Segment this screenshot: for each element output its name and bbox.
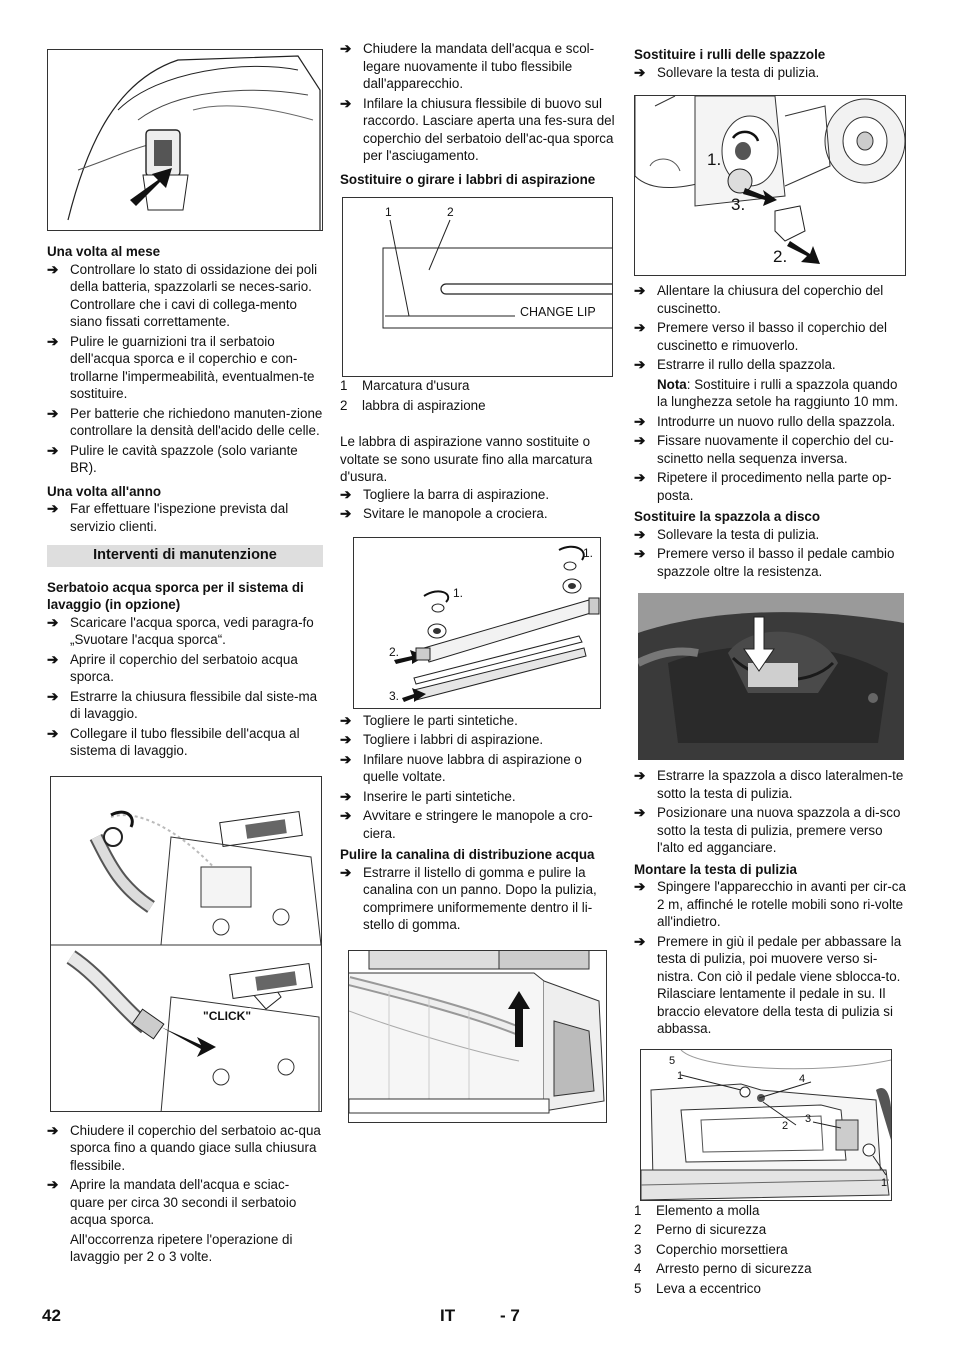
arrow-icon: ➔	[634, 526, 646, 542]
list-item: ➔ Allentare la chiusura del coperchio del cuscinetto.	[634, 283, 884, 316]
after-steps	[47, 1122, 323, 1229]
roller-steps-2	[634, 282, 908, 374]
figure-water-channel	[348, 950, 607, 1123]
list-item: ➔ Chiudere la mandata dell'acqua e scol-legare nuovamente il tubo flessibile dall'apparecchio.	[340, 41, 595, 91]
legend-item: 2 labbra di aspirazione	[340, 397, 486, 413]
legend-item: 1 Marcatura d'usura	[340, 378, 470, 393]
list-item: ➔ Posizionare una nuova spazzola a di-sco sotto la testa di pulizia, premere verso l'alto ed agganciare.	[634, 805, 901, 855]
list-item: ➔ Per batterie che richiedono manuten-zione controllare la densità dell'acido delle celle.	[47, 405, 323, 438]
list-item: ➔ Premere verso il basso il coperchio del cuscinetto e rimuoverlo.	[634, 320, 887, 353]
lip-legend	[340, 377, 616, 414]
arrow-icon: ➔	[634, 933, 646, 949]
sub-page-number: - 7	[500, 1306, 520, 1325]
arrow-icon: ➔	[634, 320, 646, 335]
legend-item: 1 Elemento a molla	[634, 1202, 760, 1218]
roller-steps-3	[634, 413, 908, 505]
arrow-icon: ➔	[340, 486, 352, 502]
arrow-icon: ➔	[340, 506, 352, 521]
roller-fig-label: 3.	[731, 195, 746, 214]
arrow-icon: ➔	[634, 768, 646, 783]
column-left	[47, 40, 323, 1268]
list-item: ➔ Aprire il coperchio del serbatoio acqua sporca.	[47, 651, 298, 684]
list-item: ➔ Spingere l'apparecchio in avanti per cir-ca 2 m, affinché le rotelle mobili sono ri-volte all'indietro.	[634, 879, 906, 929]
legend-item: 4 Arresto perno di sicurezza	[634, 1261, 812, 1276]
arrow-icon: ➔	[340, 95, 352, 111]
list-item: ➔ Estrarre la spazzola a disco lateralmen-te sotto la testa di pulizia.	[634, 768, 904, 801]
change-lip-text: CHANGE LIP	[520, 305, 596, 319]
lip-heading: Sostituire o girare i labbri di aspirazione	[340, 171, 596, 187]
lip-fig-label-2: 2	[447, 205, 454, 219]
list-item: ➔ Pulire le guarnizioni tra il serbatoio dell'acqua sporca e il coperchio e con-trollarne l'impermeabilità, eventualmen-te sostituire.	[47, 333, 315, 401]
tank-steps	[47, 614, 323, 760]
disc-heading: Sostituire la spazzola a disco	[634, 509, 821, 524]
arrow-icon: ➔	[340, 808, 352, 823]
roller-fig-label: 2.	[773, 247, 788, 266]
column-right	[634, 40, 908, 1299]
mount-fig-label: 2	[782, 1119, 789, 1132]
page-number: 42	[42, 1306, 61, 1325]
list-item: ➔ Togliere le parti sintetiche.	[340, 712, 518, 728]
arrow-icon: ➔	[340, 732, 352, 747]
arrow-icon: ➔	[47, 725, 59, 741]
click-label: "CLICK"	[203, 1008, 251, 1026]
legend-item: 5 Leva a eccentrico	[634, 1280, 761, 1296]
roller-steps-1	[634, 64, 908, 82]
arrow-icon: ➔	[634, 805, 646, 820]
list-item: ➔ Svitare le manopole a crociera.	[340, 506, 548, 521]
mount-heading: Montare la testa di pulizia	[634, 861, 797, 877]
arrow-icon: ➔	[634, 546, 646, 561]
monthly-heading: Una volta al mese	[47, 244, 161, 259]
arrow-icon: ➔	[47, 1177, 59, 1192]
arrow-icon: ➔	[340, 751, 352, 767]
list-item: ➔ Estrarre il listello di gomma e pulire la canalina con un panno. Dopo la pulizia, comprimere uniformemente dentro il li-stello di gomma.	[340, 864, 597, 932]
arrow-icon: ➔	[47, 614, 59, 630]
arrow-icon: ➔	[47, 442, 59, 458]
list-item: ➔ Chiudere il coperchio del serbatoio ac-qua sporca fino a quando giace sulla chiusura flessibile.	[47, 1122, 321, 1173]
list-item: ➔ Sollevare la testa di pulizia.	[634, 64, 820, 80]
mount-fig-label: 1	[881, 1176, 888, 1189]
language-code: IT	[440, 1306, 456, 1325]
arrow-icon: ➔	[47, 1122, 59, 1138]
figure-disc-pedal-photo	[638, 593, 904, 760]
lip-steps-2	[340, 712, 616, 843]
arrow-icon: ➔	[634, 433, 646, 448]
arrow-icon: ➔	[634, 413, 646, 429]
list-item: ➔ Infilare nuove labbra di aspirazione o quelle voltate.	[340, 751, 582, 784]
disc-steps-2	[634, 767, 908, 857]
lip-fig-label-1: 1	[385, 205, 392, 219]
bar-fig-label: 2.	[389, 644, 400, 659]
channel-steps	[340, 864, 616, 934]
disc-steps-1	[634, 526, 908, 581]
list-item: ➔ Estrarre la chiusura flessibile dal siste-ma di lavaggio.	[47, 688, 318, 721]
yearly-heading: Una volta all'anno	[47, 483, 162, 499]
roller-heading: Sostituire i rulli delle spazzole	[634, 47, 826, 62]
figure-hose-connection	[50, 776, 322, 1112]
mount-fig-label: 5	[669, 1054, 676, 1067]
arrow-icon: ➔	[340, 41, 352, 56]
list-item: ➔ Aprire la mandata dell'acqua e sciac-quare per circa 30 secondi il serbatoio acqua sporca.	[47, 1177, 297, 1227]
arrow-icon: ➔	[634, 64, 646, 80]
lip-paragraph: Le labbra di aspirazione vanno sostituite o voltate se sono usurate fino alla marcatura d'usura.	[340, 434, 593, 484]
legend-item: 3 Coperchio morsettiera	[634, 1241, 788, 1257]
tank-heading: Serbatoio acqua sporca per il sistema di lavaggio (in opzione)	[47, 579, 304, 612]
yearly-steps	[47, 500, 323, 535]
mount-fig-label: 4	[799, 1072, 806, 1085]
arrow-icon: ➔	[340, 864, 352, 880]
arrow-icon: ➔	[47, 261, 59, 277]
section-bar: Interventi di manutenzione	[47, 545, 323, 567]
figure-suction-bar	[353, 537, 601, 709]
arrow-icon: ➔	[340, 712, 352, 728]
legend-item: 2 Perno di sicurezza	[634, 1222, 767, 1237]
list-item: ➔ Sollevare la testa di pulizia.	[634, 526, 820, 542]
mount-fig-label: 3	[805, 1112, 812, 1125]
list-item: ➔ Controllare lo stato di ossidazione dei poli della batteria, spazzolarli se neces-sario. Controllare che i cavi di collega-mento siano fissati correttamente.	[47, 261, 318, 329]
top-steps	[340, 40, 616, 165]
bar-fig-label: 3.	[389, 688, 400, 703]
list-item: ➔ Togliere la barra di aspirazione.	[340, 486, 550, 502]
list-item: ➔ Togliere i labbri di aspirazione.	[340, 732, 544, 747]
list-item: ➔ Collegare il tubo flessibile dell'acqua al sistema di lavaggio.	[47, 725, 300, 758]
arrow-icon: ➔	[47, 688, 59, 704]
figure-change-lip	[342, 197, 613, 377]
list-item: ➔ Estrarre il rullo della spazzola.	[634, 357, 836, 372]
figure-tank-lid-latch	[47, 49, 323, 231]
bar-fig-label: 1.	[583, 545, 594, 560]
roller-note: Nota: Sostituire i rulli a spazzola quando la lunghezza setole ha raggiunto 10 mm.	[657, 376, 899, 409]
list-item: ➔ Ripetere il procedimento nella parte op-posta.	[634, 470, 892, 503]
after-note: All'occorrenza ripetere l'operazione di lavaggio per 2 o 3 volte.	[70, 1231, 293, 1264]
list-item: ➔ Avvitare e stringere le manopole a cro-ciera.	[340, 808, 593, 841]
list-item: ➔ Fissare nuovamente il coperchio del cu-scinetto nella sequenza inversa.	[634, 433, 894, 466]
arrow-icon: ➔	[634, 879, 646, 894]
list-item: ➔ Far effettuare l'ispezione prevista dal servizio clienti.	[47, 501, 289, 534]
arrow-icon: ➔	[47, 501, 59, 516]
list-item: ➔ Inserire le parti sintetiche.	[340, 788, 516, 804]
monthly-steps	[47, 261, 323, 477]
arrow-icon: ➔	[634, 470, 646, 485]
list-item: ➔ Premere verso il basso il pedale cambio spazzole oltre la resistenza.	[634, 546, 895, 579]
channel-heading: Pulire la canalina di distribuzione acqua	[340, 847, 595, 862]
list-item: ➔ Premere in giù il pedale per abbassare la testa di pulizia, poi muovere verso si-nistra. Con ciò il pedale viene sblocca-to. Rilasciare lentamente il pedale in su. Il braccio elevatore della testa di pulizia si abbassa.	[634, 933, 902, 1036]
figure-cleaning-head	[640, 1049, 892, 1201]
arrow-icon: ➔	[634, 357, 646, 372]
arrow-icon: ➔	[340, 788, 352, 804]
roller-fig-label: 1.	[707, 150, 722, 169]
figure-brush-roller	[634, 95, 906, 276]
list-item: ➔ Introdurre un nuovo rullo della spazzola.	[634, 413, 896, 429]
arrow-icon: ➔	[47, 405, 59, 421]
column-middle	[340, 40, 616, 1123]
list-item: ➔ Infilare la chiusura flessibile di buovo sul raccordo. Lasciare aperta una fes-sura del coperchio del serbatoio dell'ac-qua sporca per l'asciugamento.	[340, 95, 615, 163]
list-item: ➔ Pulire le cavità spazzole (solo variante BR).	[47, 442, 298, 475]
arrow-icon: ➔	[634, 283, 646, 298]
bar-fig-label: 1.	[453, 585, 464, 600]
arrow-icon: ➔	[47, 333, 59, 349]
mount-fig-label: 1	[677, 1069, 684, 1082]
mount-legend	[634, 1202, 908, 1298]
arrow-icon: ➔	[47, 651, 59, 667]
list-item: ➔ Scaricare l'acqua sporca, vedi paragra-fo „Svuotare l'acqua sporca“.	[47, 614, 314, 647]
mount-steps	[634, 878, 908, 1038]
lip-steps	[340, 486, 616, 523]
